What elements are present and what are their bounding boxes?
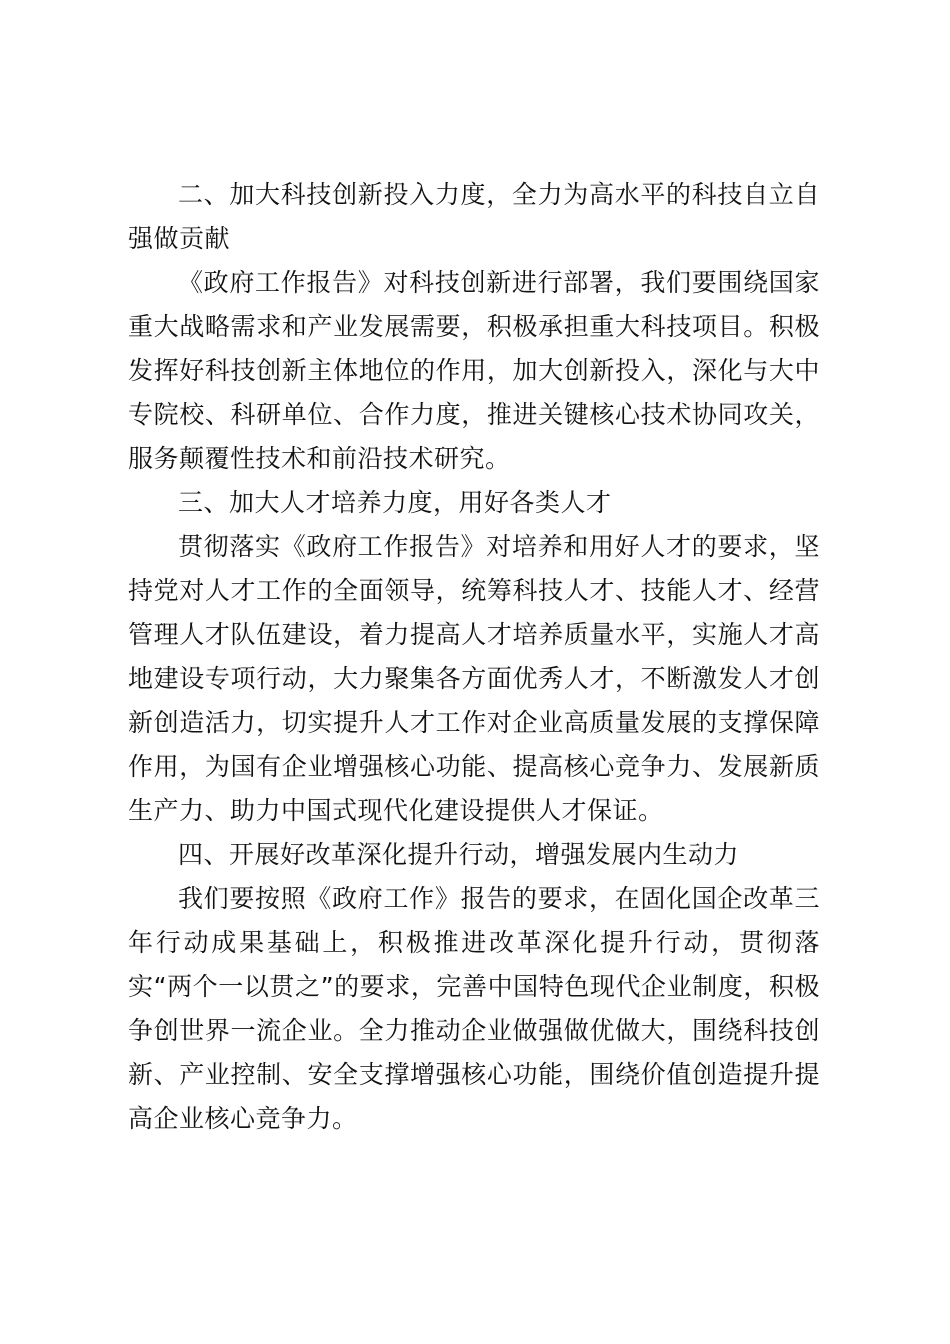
section-heading-2: 二、加大科技创新投入力度，全力为高水平的科技自立自强做贡献 <box>128 180 820 253</box>
section-paragraph-3: 贯彻落实《政府工作报告》对培养和用好人才的要求，坚持党对人才工作的全面领导，统筹科技人才、技能人才、经营管理人才队伍建设，着力提高人才培养质量水平，实施人才高地建设专项行动，大力聚集各方面优秀人才，不断激发人才创新创造活力，切实提升人才工作对企业高质量发展的支撑保障作用，为国有企业增强核心功能、提高核心竞争力、发展新质生产力、助力中国式现代化建设提供人才保证。 <box>128 532 820 825</box>
document-body <box>128 173 820 1141</box>
section-heading-4: 四、开展好改革深化提升行动，增强发展内生动力 <box>178 840 740 869</box>
section-heading-3: 三、加大人才培养力度，用好各类人才 <box>178 488 612 517</box>
section-paragraph-4: 我们要按照《政府工作》报告的要求，在固化国企改革三年行动成果基础上，积极推进改革深化提升行动，贯彻落实“两个一以贯之”的要求，完善中国特色现代企业制度，积极争创世界一流企业。全力推动企业做强做优做大，围绕科技创新、产业控制、安全支撑增强核心功能，围绕价值创造提升提高企业核心竞争力。 <box>128 884 820 1133</box>
section-paragraph-2: 《政府工作报告》对科技创新进行部署，我们要围绕国家重大战略需求和产业发展需要，积极承担重大科技项目。积极发挥好科技创新主体地位的作用，加大创新投入，深化与大中专院校、科研单位、合作力度，推进关键核心技术协同攻关，服务颠覆性技术和前沿技术研究。 <box>128 268 820 473</box>
